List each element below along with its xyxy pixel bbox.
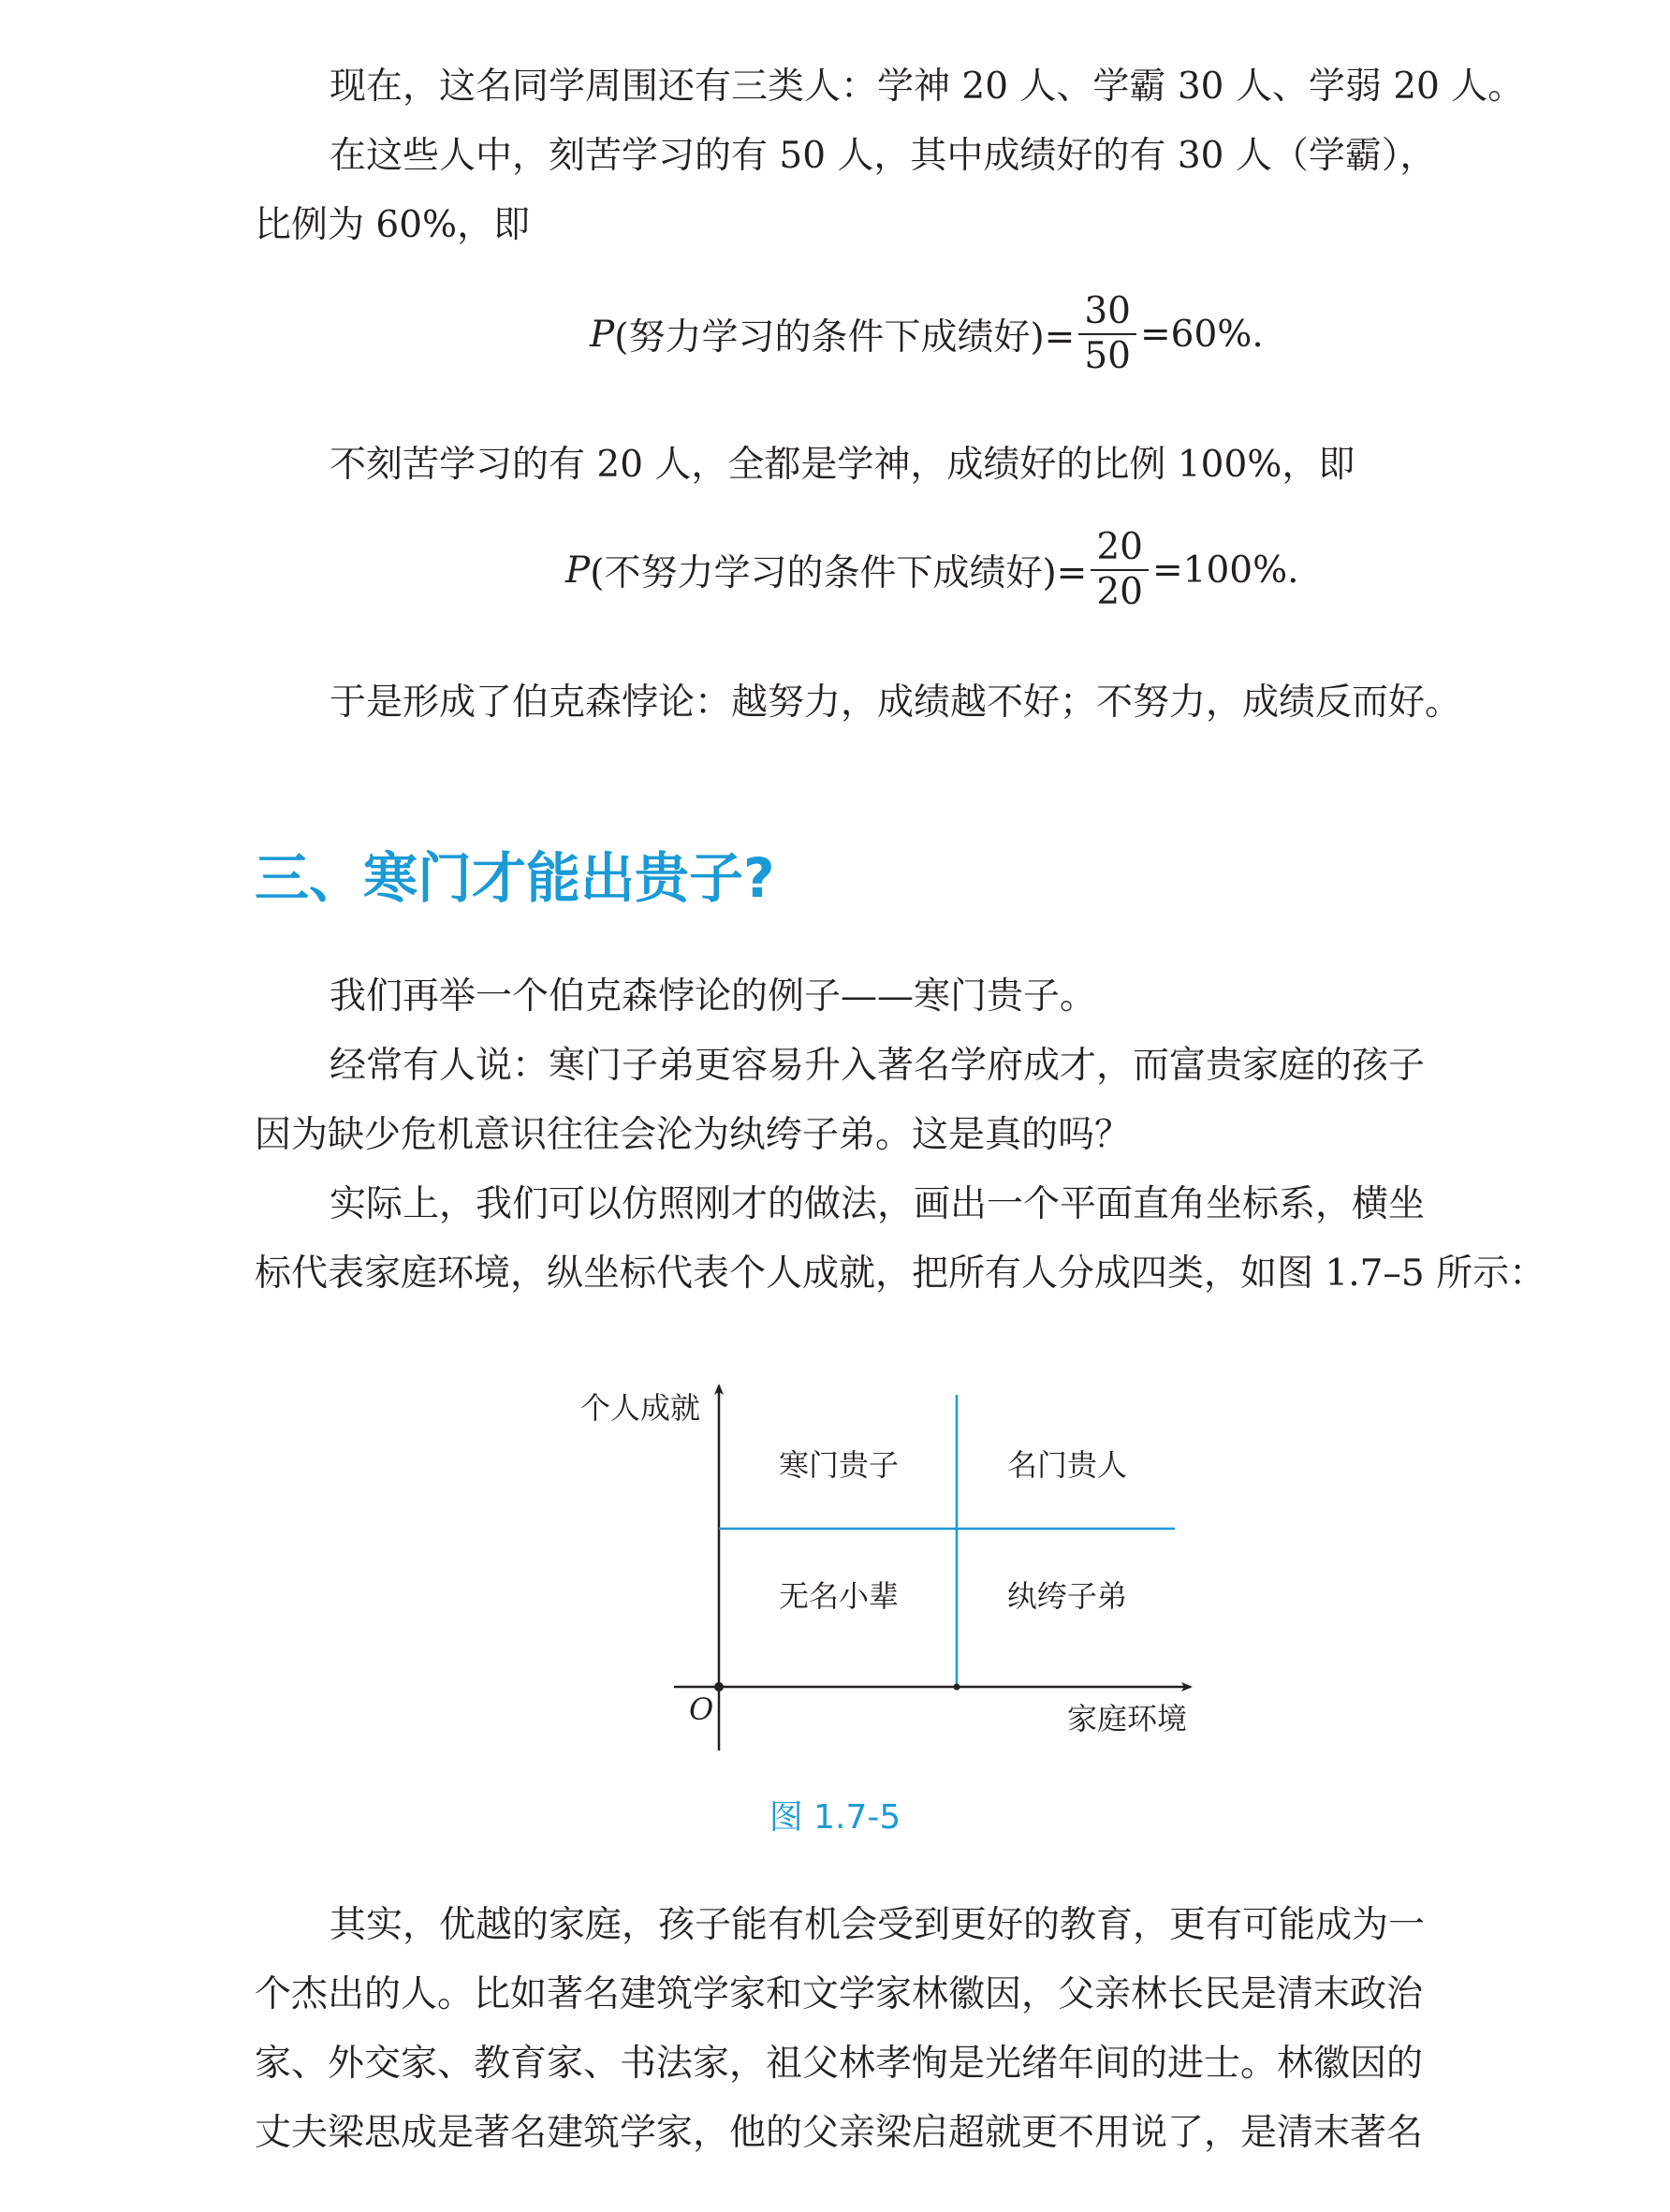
origin-point — [714, 1682, 724, 1692]
formula-1-numerator: 30 — [1084, 290, 1131, 332]
divider-foot-point — [954, 1684, 960, 1691]
formula-2-condition: (不努力学习的条件下成绩好)= — [590, 552, 1088, 594]
quadrant-top-right: 名门贵人 — [1007, 1447, 1128, 1483]
formula-1-condition: (努力学习的条件下成绩好)= — [614, 316, 1076, 359]
formula-1-fraction — [1078, 290, 1136, 378]
paragraph-8-line-2: 个杰出的人。比如著名建筑学家和文学家林徽因，父亲林长民是清末政治 — [255, 1973, 1424, 2015]
formula-2-fraction — [1091, 526, 1149, 614]
paragraph-7-line-2: 标代表家庭环境，纵坐标代表个人成就，把所有人分成四类，如图 1.7–5 所示： — [255, 1252, 1546, 1295]
paragraph-6-line-1: 经常有人说：寒门子弟更容易升入著名学府成才，而富贵家庭的孩子 — [330, 1045, 1426, 1087]
paragraph-2-line-1: 在这些人中，刻苦学习的有 50 人，其中成绩好的有 30 人（学霸）， — [330, 135, 1437, 177]
formula-2-numerator: 20 — [1096, 526, 1143, 568]
formula-2-denominator: 20 — [1096, 571, 1143, 613]
paragraph-2-line-2: 比例为 60%，即 — [255, 204, 531, 246]
paragraph-8-line-1: 其实，优越的家庭，孩子能有机会受到更好的教育，更有可能成为一 — [330, 1904, 1426, 1946]
quadrant-bottom-left: 无名小辈 — [779, 1578, 900, 1614]
origin-label: O — [689, 1692, 714, 1727]
quadrant-bottom-right: 纨绔子弟 — [1007, 1578, 1128, 1614]
formula-1 — [590, 290, 1264, 378]
formula-1-prefix: P — [590, 313, 615, 356]
section-heading: 三、寒门才能出贵子? — [255, 846, 775, 910]
y-axis-label: 个人成就 — [580, 1390, 701, 1426]
paragraph-1: 现在，这名同学周围还有三类人：学神 20 人、学霸 30 人、学弱 20 人。 — [330, 66, 1525, 108]
formula-1-result: =60%. — [1140, 313, 1264, 356]
x-axis-label: 家庭环境 — [1067, 1701, 1188, 1736]
quadrant-diagram — [562, 1376, 1217, 1760]
paragraph-5: 我们再举一个伯克森悖论的例子——寒门贵子。 — [330, 975, 1097, 1018]
paragraph-8-line-3: 家、外交家、教育家、书法家，祖父林孝恂是光绪年间的进士。林徽因的 — [255, 2043, 1424, 2085]
formula-1-denominator: 50 — [1084, 335, 1131, 377]
formula-2-prefix: P — [565, 549, 591, 592]
paragraph-6-line-2: 因为缺少危机意识往往会沦为纨绔子弟。这是真的吗？ — [255, 1114, 1132, 1156]
paragraph-4: 于是形成了伯克森悖论：越努力，成绩越不好；不努力，成绩反而好。 — [330, 681, 1462, 724]
formula-2 — [565, 526, 1299, 614]
formula-2-result: =100%. — [1152, 549, 1299, 592]
paragraph-7-line-1: 实际上，我们可以仿照刚才的做法，画出一个平面直角坐标系，横坐 — [330, 1183, 1426, 1225]
quadrant-top-left: 寒门贵子 — [779, 1447, 900, 1483]
paragraph-8-line-4: 丈夫梁思成是著名建筑学家，他的父亲梁启超就更不用说了，是清末著名 — [255, 2112, 1424, 2154]
paragraph-3: 不刻苦学习的有 20 人，全都是学神，成绩好的比例 100%，即 — [330, 444, 1355, 486]
figure-caption: 图 1.7-5 — [769, 1798, 901, 1837]
